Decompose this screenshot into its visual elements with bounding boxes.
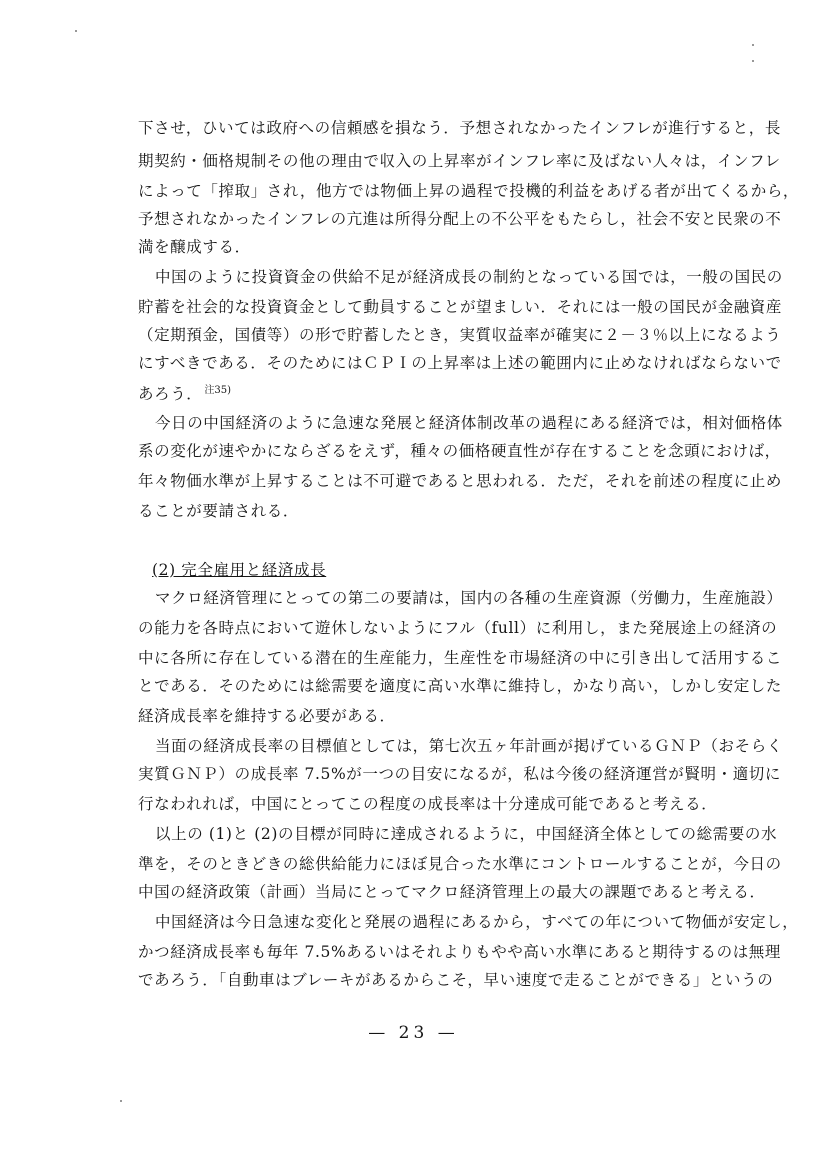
text-line: マクロ経済管理にとっての第二の要請は，国内の各種の生産資源（労働力，生産施設） xyxy=(155,589,783,607)
text-line: （定期預金，国債等）の形で貯蓄したとき，実質収益率が確実に２－３％以上になるよう xyxy=(138,326,782,344)
text-line: 準を，そのときどきの総供給能力にほぼ見合った水準にコントロールすることが，今日の xyxy=(138,855,782,873)
scan-speck xyxy=(752,60,754,62)
text-line: 当面の経済成長率の目標値としては，第七次五ヶ年計画が掲げているＧＮＰ（おそらく xyxy=(155,737,783,755)
text-line: 期契約・価格規制その他の理由で収入の上昇率がインフレ率に及ばない人々は，インフレ xyxy=(138,152,781,170)
text-line: 下させ，ひいては政府への信頼感を損なう．予想されなかったインフレが進行すると，長 xyxy=(138,119,781,137)
text-line: 貯蓄を社会的な投資資金として動員することが望ましい．それには一般の国民が金融資産 xyxy=(138,298,783,316)
text-line: 系の変化が速やかにならざるをえず，種々の価格硬直性が存在することを念頭におけば， xyxy=(138,442,781,460)
text-line: 今日の中国経済のように急速な発展と経済体制改革の過程にある経済では，相対価格体 xyxy=(155,414,783,432)
text-line: にすべきである．そのためにはＣＰＩの上昇率は上述の範囲内に止めなければならないで xyxy=(138,354,782,372)
text-line: 実質ＧＮＰ）の成長率 7.5%が一つの目安になるが，私は今後の経済運営が賢明・適切に xyxy=(138,765,782,783)
text-line: 行なわれれば，中国にとってこの程度の成長率は十分達成可能であると考える． xyxy=(138,795,718,813)
text-line-content: あろう． xyxy=(138,385,203,404)
text-line: 満を醸成する． xyxy=(138,238,251,256)
text-line: とである．そのためには総需要を適度に高い水準に維持し，かなり高い，しかし安定した xyxy=(138,677,783,695)
text-line: 以上の (1)と (2)の目標が同時に達成されるように，中国経済全体としての総需要の水 xyxy=(155,825,778,843)
text-line: 経済成長率を維持する必要がある． xyxy=(138,707,396,725)
scan-speck xyxy=(75,30,77,32)
footnote-ref: 注35) xyxy=(204,385,232,396)
section-heading: (2) 完全雇用と経済成長 xyxy=(152,561,327,579)
text-line: 中国経済は今日急速な変化と発展の過程にあるから，すべての年について物価が安定し， xyxy=(155,913,799,931)
text-line: 中国のように投資資金の供給不足が経済成長の制約となっている国では，一般の国民の xyxy=(155,268,783,286)
page-number: — 23 — xyxy=(368,1023,459,1043)
text-line: によって「搾取」され，他方では物価上昇の過程で投機的利益をあげる者が出てくるから， xyxy=(138,182,800,200)
scan-speck xyxy=(120,1100,122,1102)
text-line: かつ経済成長率も毎年 7.5%あるいはそれよりもやや高い水準にあると期待するのは無理 xyxy=(138,943,782,961)
scan-speck xyxy=(752,44,754,46)
text-line: 中に各所に存在している潜在的生産能力，生産性を市場経済の中に引き出して活用するこ xyxy=(138,649,783,667)
text-line: 予想されなかったインフレの亢進は所得分配上の不公平をもたらし，社会不安と民衆の不 xyxy=(138,210,782,228)
text-line: 中国の経済政策（計画）当局にとってマクロ経済管理上の最大の課題であると考える． xyxy=(138,883,766,901)
text-line: であろう．「自動車はブレーキがあるからこそ，早い速度で走ることができる」というの xyxy=(138,971,774,989)
text-line xyxy=(138,381,738,404)
text-line: の能力を各時点において遊休しないようにフル（full）に利用し，また発展途上の経済の xyxy=(138,619,778,637)
text-line: 年々物価水準が上昇することは不可避であると思われる．ただ，それを前述の程度に止め xyxy=(138,472,783,490)
text-line: ることが要請される． xyxy=(138,502,300,520)
